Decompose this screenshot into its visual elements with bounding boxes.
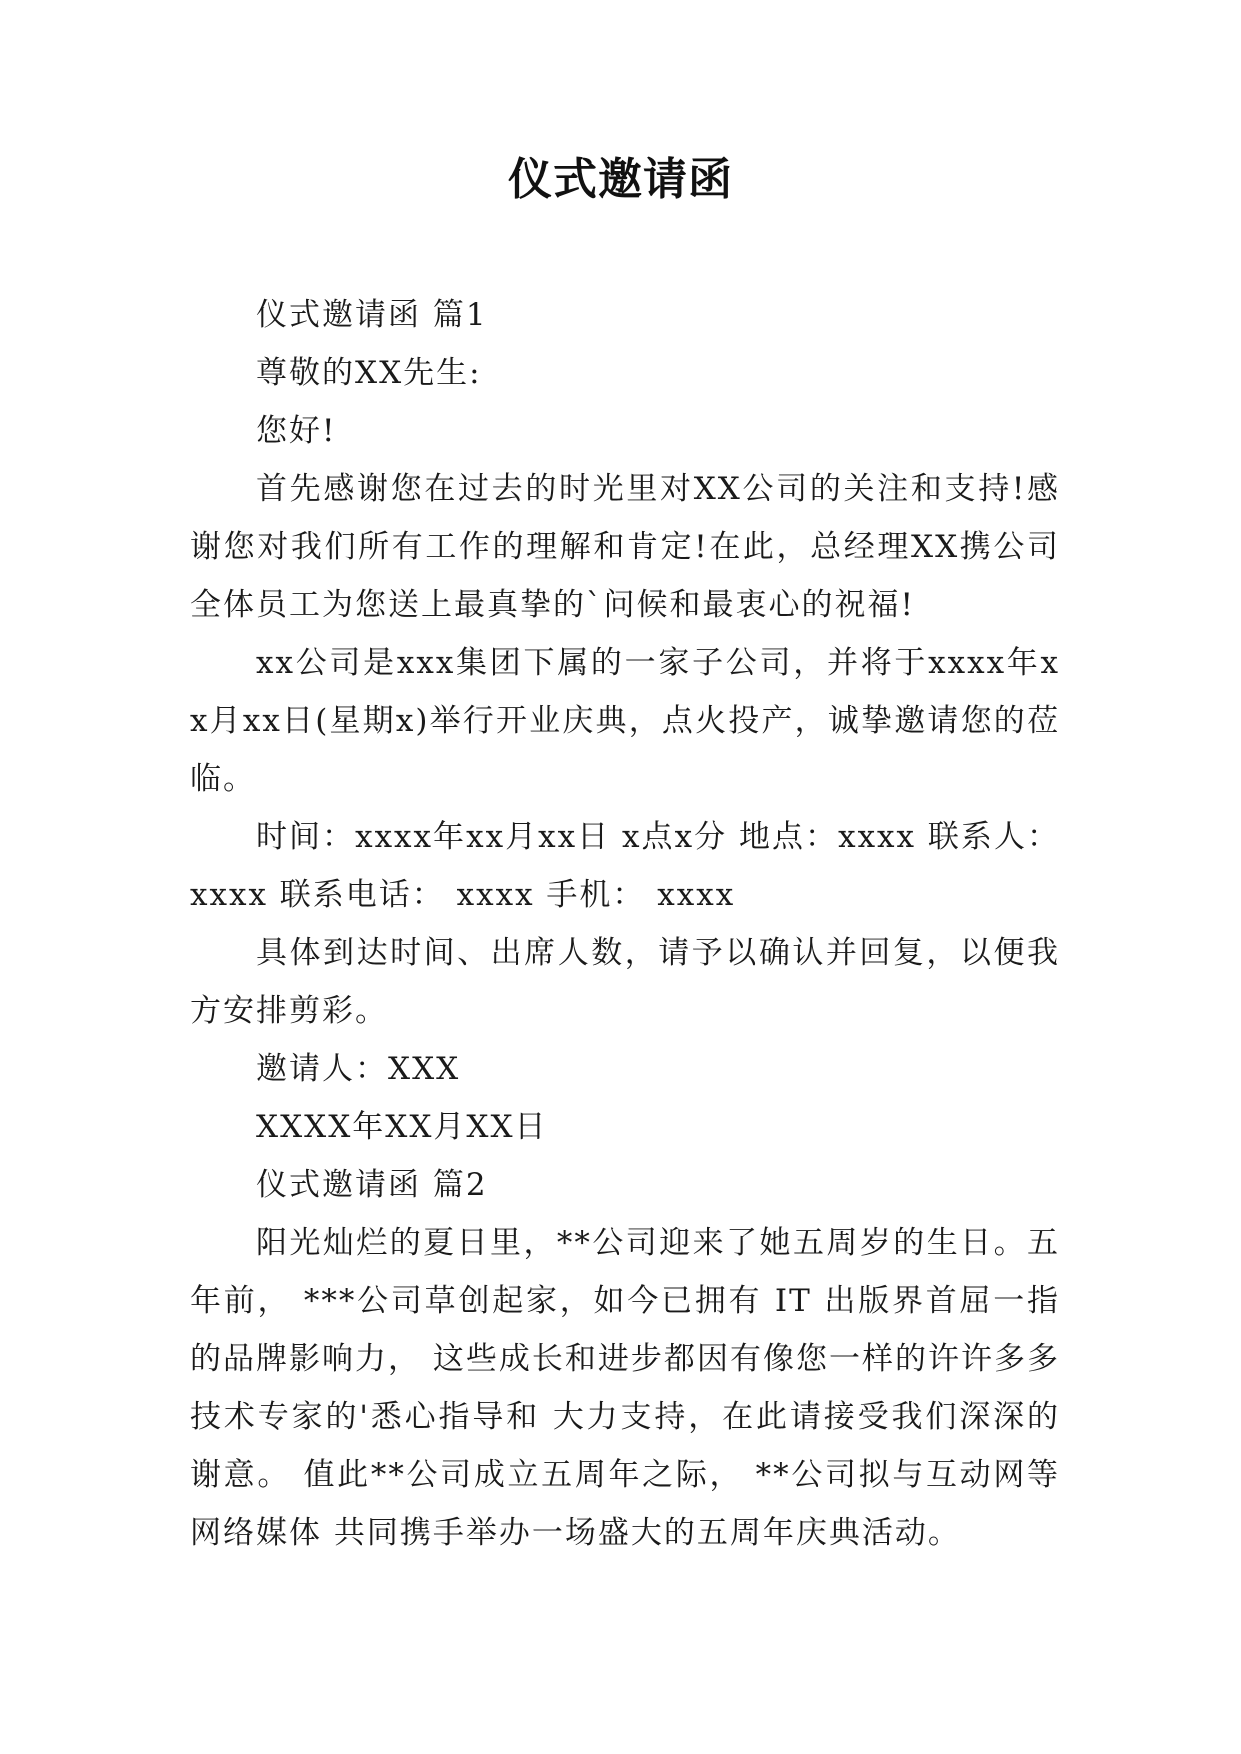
date-line: XXXX年XX月XX日 <box>256 1109 548 1145</box>
greeting: 您好! <box>256 413 337 449</box>
salutation: 尊敬的XX先生: <box>256 355 482 391</box>
section-heading-1: 仪式邀请函 篇1 <box>256 297 488 333</box>
paragraph-invitation: xx公司是xxx集团下属的一家子公司，并将于xxxx年xx月xx日(星期x)举行开业庆典，点火投产，诚挚邀请您的莅临。 <box>190 645 1060 797</box>
inviter: 邀请人：XXX <box>256 1051 461 1087</box>
paragraph-confirm: 具体到达时间、出席人数，请予以确认并回复，以便我方安排剪彩。 <box>190 935 1060 1029</box>
paragraph-anniversary: 阳光灿烂的夏日里，**公司迎来了她五周岁的生日。五年前， ***公司草创起家，如今已拥有 IT 出版界首屈一指的品牌影响力， 这些成长和进步都因有像您一样的许许多多技术专家的'悉心指导和 大力支持，在此请接受我们深深的谢意。 值此**公司成立五周年之际， **公司拟与互动网等网络媒体 共同携手举办一场盛大的五周年庆典活动。 <box>190 1225 1060 1551</box>
paragraph-thanks: 首先感谢您在过去的时光里对XX公司的关注和支持!感谢您对我们所有工作的理解和肯定!在此，总经理XX携公司全体员工为您送上最真挚的`问候和最衷心的祝福! <box>190 471 1060 623</box>
document-body <box>190 286 1060 1562</box>
section-heading-2: 仪式邀请函 篇2 <box>256 1167 488 1203</box>
document-title: 仪式邀请函 <box>508 154 733 205</box>
paragraph-details: 时间：xxxx年xx月xx日 x点x分 地点：xxxx 联系人：xxxx 联系电话： xxxx 手机： xxxx <box>190 819 1060 913</box>
